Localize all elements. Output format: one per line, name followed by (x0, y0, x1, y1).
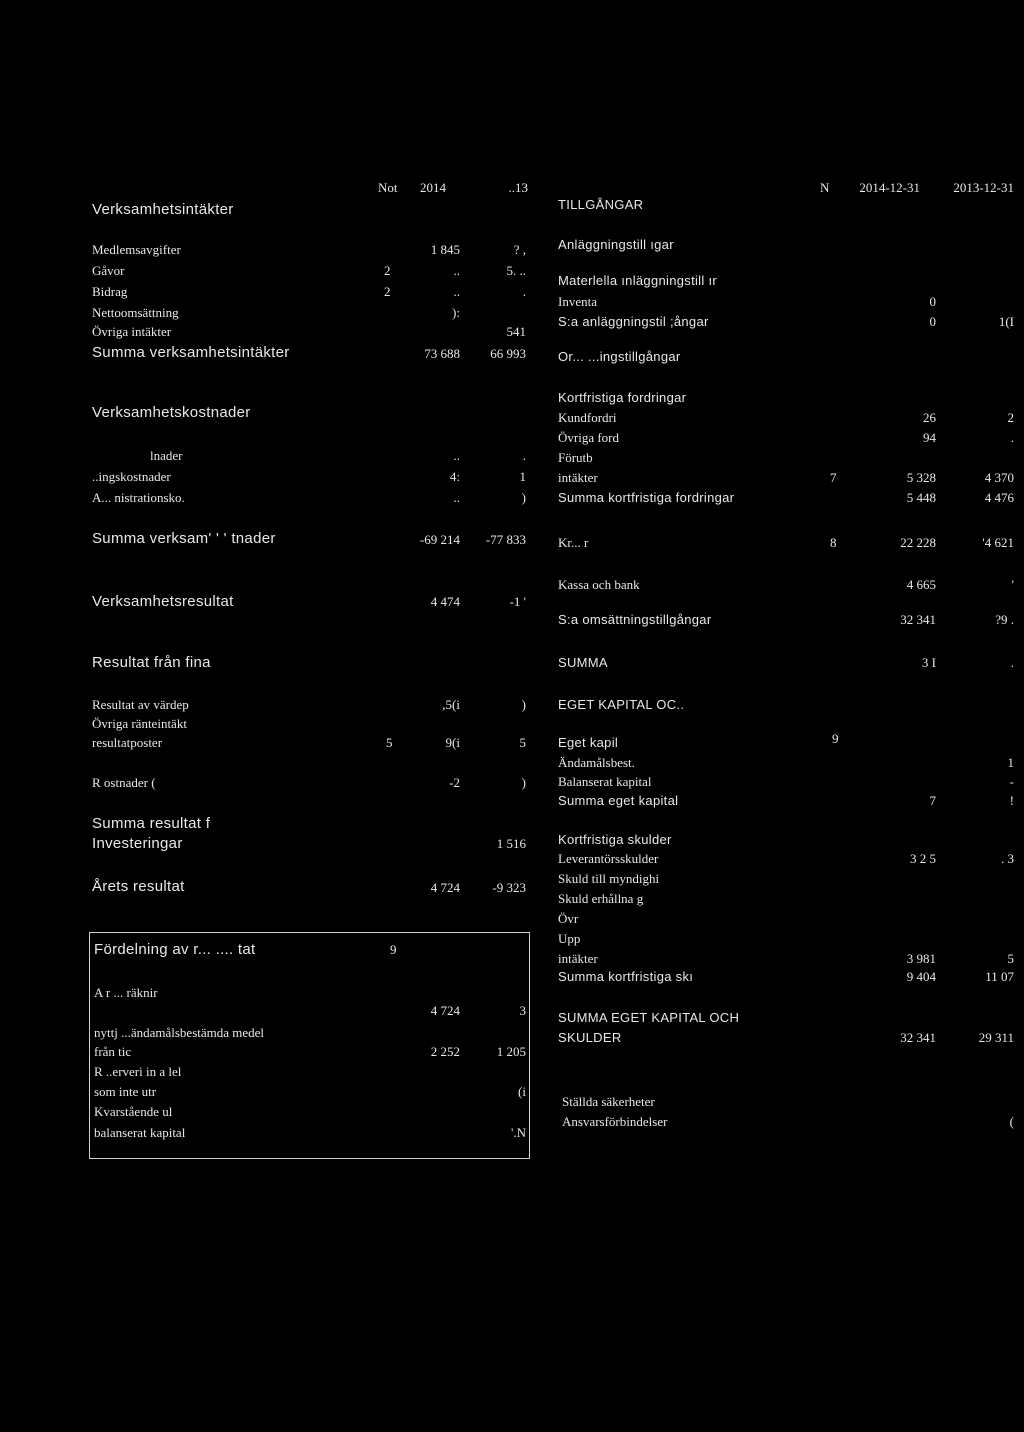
sum-receivables-2013: 4 476 (984, 490, 1014, 505)
equity-row-2013: 1 (1007, 755, 1014, 770)
right-col-header-2014: 2014-12-31 (859, 180, 920, 195)
col-header-2014: 2014 (420, 180, 446, 195)
sum-liab-2013: 11 07 (985, 969, 1014, 984)
year-result-2014: 4 724 (430, 880, 460, 895)
sum-income-2014: 73 688 (424, 346, 460, 361)
col-header-note: Not (378, 180, 398, 195)
sum-fixed-2014: 0 (929, 314, 936, 329)
equity-row-label: Ändamålsbest. (558, 755, 635, 770)
receivables-title: Kortfristiga fordringar (558, 390, 687, 405)
liab-label: Upp (558, 931, 581, 946)
income-2014: .. (453, 284, 460, 299)
liab-label: Skuld erhållna g (558, 891, 644, 906)
distribution-2013: 3 (519, 1003, 526, 1018)
receivable-2013: 2 (1007, 410, 1014, 425)
liab-2013: 5 (1007, 951, 1014, 966)
cash-2013: ' (1011, 577, 1014, 592)
distribution-label: från tic (94, 1044, 132, 1059)
right-col-header-note: N (820, 180, 830, 195)
equity-row-2013: - (1009, 774, 1014, 789)
income-title: Verksamhetsintäkter (92, 201, 234, 218)
fin-label: Övriga ränteintäkt (92, 716, 187, 731)
receivable-2014: 5 328 (906, 470, 936, 485)
sum-current-2014: 32 341 (900, 612, 936, 627)
inventory-2014: 0 (929, 294, 936, 309)
equity-title: EGET KAPITAL OC.. (558, 697, 685, 712)
sum-costs-label: Summa verksam' ' ' tnader (92, 530, 276, 547)
income-label: Nettoomsättning (92, 305, 179, 320)
right-col-header-2013: 2013-12-31 (953, 180, 1014, 195)
distribution-label: nyttj ...ändamålsbestämda medel (94, 1025, 265, 1040)
liab-2014: 3 981 (906, 951, 936, 966)
distribution-2013: (i (518, 1084, 526, 1099)
assets-title: TILLGÅNGAR (558, 197, 644, 212)
liab-2013: . 3 (1001, 851, 1014, 866)
income-label: Gåvor (92, 263, 125, 278)
cost-2014: .. (453, 490, 460, 505)
receivable-label: Övriga ford (558, 430, 620, 445)
liab-title: Kortfristiga skulder (558, 832, 672, 847)
income-2013: 5. .. (506, 263, 526, 278)
receivable-2013: . (1010, 430, 1014, 445)
cost-2014: .. (453, 448, 460, 463)
pledged-label: Ställda säkerheter (562, 1094, 655, 1109)
receivable-2014: 26 (923, 410, 936, 425)
liab-label: Skuld till myndighi (558, 871, 660, 886)
sum-assets-label: SUMMA (558, 655, 608, 670)
equity-note: 9 (832, 731, 839, 746)
op-result-2013: -1 ' (509, 594, 526, 609)
sum-costs-2013: -77 833 (485, 532, 526, 547)
distribution-label: balanserat kapital (94, 1125, 186, 1140)
cost-label: lnader (150, 448, 183, 463)
income-2014: ): (452, 305, 460, 320)
op-result-2014: 4 474 (430, 594, 460, 609)
income-label: Övriga intäkter (92, 324, 172, 339)
col-header-2013: ..13 (508, 180, 528, 195)
cost-2013: 1 (519, 469, 526, 484)
fixed-assets-title: Anläggningstill ıgar (558, 237, 674, 252)
fin-label: Resultat av värdep (92, 697, 189, 712)
sum-fin-label: Summa resultat f (92, 815, 211, 832)
cost-2014: 4: (449, 469, 460, 484)
sum-equity-2014: 7 (929, 793, 936, 808)
sum-current-label: S:a omsättningstillgångar (558, 612, 712, 627)
distribution-2013: '.N (511, 1125, 526, 1140)
distribution-label: R ..erveri in a lel (94, 1064, 182, 1079)
fin-label: resultatposter (92, 735, 163, 750)
income-2013: ? , (513, 242, 526, 257)
contingent-2013: ( (1009, 1114, 1014, 1129)
current-assets-title: Or... ...ingstillgångar (558, 349, 681, 364)
sum-liab-label: Summa kortfristiga skı (558, 969, 694, 984)
sum-assets-2014: 3 I (921, 655, 936, 670)
liab-label: intäkter (558, 951, 598, 966)
year-result-2013: -9 323 (492, 880, 526, 895)
income-2014: .. (453, 263, 460, 278)
costs-title: Verksamhetskostnader (92, 404, 251, 421)
fin-2013: 5 (519, 735, 526, 750)
income-label: Medlemsavgifter (92, 242, 181, 257)
sum-equity-2013: ! (1009, 793, 1014, 808)
equity-row-label: Balanserat kapital (558, 774, 652, 789)
short-invest-2014: 22 228 (900, 535, 936, 550)
sum-fin-2013: 1 516 (496, 836, 526, 851)
year-result-label: Årets resultat (92, 878, 185, 895)
distribution-2014: 2 252 (430, 1044, 460, 1059)
cash-2014: 4 665 (906, 577, 936, 592)
sum-fixed-label: S:a anläggningstil ;ångar (558, 314, 709, 329)
distribution-label: som inte utr (94, 1084, 157, 1099)
sum-income-2013: 66 993 (490, 346, 526, 361)
contingent-label: Ansvarsförbindelser (562, 1114, 668, 1129)
equity-sub-label: Eget kapil (558, 735, 619, 750)
income-2013: 541 (506, 324, 526, 339)
fin-2014: ,5(i (442, 697, 460, 712)
distribution-title: Fördelning av r... .... tat (94, 941, 256, 958)
fin-2014: -2 (449, 775, 460, 790)
distribution-note: 9 (390, 942, 397, 957)
distribution-label: A r ... räknir (94, 985, 158, 1000)
sum-costs-2014: -69 214 (419, 532, 460, 547)
material-assets-title: Materlella ınläggningstill ır (558, 273, 717, 288)
sum-liab-2014: 9 404 (906, 969, 936, 984)
short-invest-2013: '4 621 (982, 535, 1014, 550)
receivable-2013: 4 370 (984, 470, 1014, 485)
liab-label: Leverantörsskulder (558, 851, 659, 866)
income-label: Bidrag (92, 284, 128, 299)
cost-2013: ) (521, 490, 526, 505)
distribution-2014: 4 724 (430, 1003, 460, 1018)
cost-2013: . (522, 448, 526, 463)
income-note: 2 (384, 284, 391, 299)
op-result-label: Verksamhetsresultat (92, 593, 234, 610)
income-2014: 1 845 (430, 242, 460, 257)
fin-2013: ) (521, 697, 526, 712)
fin-2014: 9(i (445, 735, 460, 750)
total-2014: 32 341 (900, 1030, 936, 1045)
sum-current-2013: ?9 . (995, 612, 1014, 627)
fin-title: Resultat från fina (92, 654, 211, 671)
fin-note: 5 (386, 735, 393, 750)
fin-label: R ostnader ( (92, 775, 156, 790)
cost-label: ..ingskostnader (92, 469, 171, 484)
cash-label: Kassa och bank (558, 577, 640, 592)
fin-2013: ) (521, 775, 526, 790)
liab-2014: 3 2 5 (910, 851, 936, 866)
income-note: 2 (384, 263, 391, 278)
sum-receivables-label: Summa kortfristiga fordringar (558, 490, 735, 505)
receivable-label: intäkter (558, 470, 598, 485)
short-invest-label: Kr... r (558, 535, 589, 550)
sum-assets-2013: . (1010, 655, 1014, 670)
receivable-label: Kundfordri (558, 410, 617, 425)
sum-fixed-2013: 1(I (998, 314, 1014, 329)
distribution-2013: 1 205 (496, 1044, 526, 1059)
total-label-2: SKULDER (558, 1030, 622, 1045)
sum-income-label: Summa verksamhetsintäkter (92, 344, 290, 361)
receivable-note: 7 (830, 470, 837, 485)
sum-fin-label-2: Investeringar (92, 835, 183, 852)
income-2013: . (522, 284, 526, 299)
cost-label: A... nistrationsko. (92, 490, 185, 505)
inventory-label: Inventa (558, 294, 597, 309)
short-invest-note: 8 (830, 535, 837, 550)
distribution-label: Kvarstående ul (94, 1104, 173, 1119)
total-2013: 29 311 (978, 1030, 1014, 1045)
sum-equity-label: Summa eget kapital (558, 793, 679, 808)
sum-receivables-2014: 5 448 (906, 490, 936, 505)
total-label: SUMMA EGET KAPITAL OCH (558, 1010, 740, 1025)
liab-label: Övr (558, 911, 579, 926)
receivable-label: Förutb (558, 450, 593, 465)
receivable-2014: 94 (923, 430, 936, 445)
